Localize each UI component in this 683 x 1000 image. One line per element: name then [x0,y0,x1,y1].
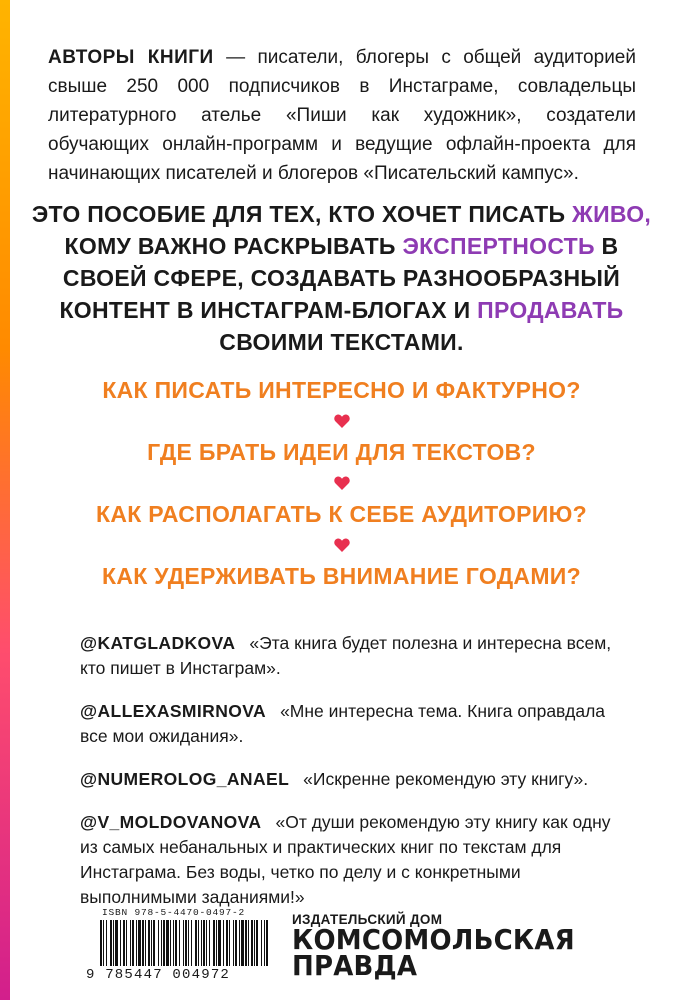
review-handle: @ALLEXASMIRNOVA [80,701,267,721]
barcode-bar [245,920,247,966]
barcode-bar [251,920,253,966]
review-item [80,810,623,910]
barcode-bar [126,920,127,966]
heart-icon [0,406,683,436]
publisher-label: ИЗДАТЕЛЬСКИЙ ДОМ [292,912,443,927]
intro-accent-expertise: ЭКСПЕРТНОСТЬ [402,233,595,259]
barcode-bars [100,920,270,970]
barcode-bar [106,920,107,966]
review-item [80,631,623,681]
isbn-text: ISBN 978-5-4470-0497-2 [102,907,246,918]
review-quote: «От души рекомендую эту книгу как одну из самых небанальных и практических книг по текстам для Инстаграма. Без воды, четко по делу и с конкретными выполнимыми заданиями!» [80,812,611,907]
barcode-bar [241,920,244,966]
barcode-bar [195,920,197,966]
barcode-bar [148,920,150,966]
barcode-bar [233,920,234,966]
authors-label: АВТОРЫ КНИГИ [48,47,214,68]
question-3: КАК РАСПОЛАГАТЬ К СЕБЕ АУДИТОРИЮ? [95,501,587,527]
barcode-bar [158,920,159,966]
barcode-bar [235,920,237,966]
barcode-bar [115,920,118,966]
barcode-bar [239,920,240,966]
barcode-bar [153,920,155,966]
barcode-bar [170,920,171,966]
intro-part-4: СВОИМИ ТЕКСТАМИ. [219,329,464,355]
heart-icon [0,530,683,560]
question-1: КАК ПИСАТЬ ИНТЕРЕСНО И ФАКТУРНО? [102,377,581,403]
barcode-bar [142,920,144,966]
barcode-bar [256,920,258,966]
barcode-bar [216,920,217,966]
authors-bio [48,43,636,188]
barcode-bar [209,920,210,966]
barcode-bar [254,920,255,966]
barcode-bar [145,920,146,966]
barcode-bar [188,920,189,966]
barcode [82,907,282,989]
barcode-bar [218,920,221,966]
barcode-bar [179,920,180,966]
barcode-bar [223,920,224,966]
authors-bio-text: — писатели, блогеры с общей аудиторией свыше 250 000 подписчиков в Инстаграме, совладельцы литературного ателье «Пиши как художник», создатели обучающих онлайн-программ и ведущие офлайн-проекта для начинающих писателей и блогеров «Писательский кампус». [48,47,636,184]
review-item [80,699,623,749]
barcode-bar [261,920,262,966]
barcode-bar [191,920,192,966]
publisher-logo [292,912,575,983]
barcode-bar [229,920,230,966]
barcode-bar [132,920,134,966]
barcode-bar [136,920,137,966]
barcode-bar [183,920,184,966]
barcode-bar [266,920,268,966]
heart-icon [0,468,683,498]
review-handle: @NUMEROLOG_ANAEL [80,769,290,789]
barcode-bar [264,920,265,966]
barcode-bar [248,920,249,966]
review-handle: @V_MOLDOVANOVA [80,812,262,832]
questions-list [0,374,683,592]
barcode-bar [120,920,121,966]
barcode-bar [198,920,199,966]
barcode-bar [151,920,152,966]
barcode-bar [213,920,215,966]
barcode-bar [130,920,131,966]
intro-accent-zhivo: ЖИВО, [571,201,652,227]
barcode-bar [201,920,202,966]
review-handle: @KATGLADKOVA [80,633,236,653]
review-quote: «Мне интересна тема. Книга оправдала все мои ожидания». [80,701,606,746]
question-4: КАК УДЕРЖИВАТЬ ВНИМАНИЕ ГОДАМИ? [102,563,581,589]
intro-part-3: В СВОЕЙ СФЕРЕ, СОЗДАВАТЬ РАЗНООБРАЗНЫЙ КОНТЕНТ В ИНСТАГРАМ-БЛОГАХ И [59,233,621,323]
barcode-bar [103,920,104,966]
review-quote: «Эта книга будет полезна и интересна всем, кто пишет в Инстаграм». [80,633,612,678]
barcode-bar [203,920,205,966]
barcode-bar [113,920,114,966]
barcode-bar [166,920,169,966]
barcode-bar [226,920,228,966]
intro-part-1: ЭТО ПОСОБИЕ ДЛЯ ТЕХ, КТО ХОЧЕТ ПИСАТЬ [31,201,572,227]
intro-accent-sell: ПРОДАВАТЬ [477,297,624,323]
barcode-bar [173,920,174,966]
barcode-bar [185,920,187,966]
barcode-bar [206,920,207,966]
publisher-name-line-1: КОМСОМОЛЬСКАЯ [292,924,575,957]
barcode-bar [175,920,177,966]
review-item [80,767,623,792]
question-2: ГДЕ БРАТЬ ИДЕИ ДЛЯ ТЕКСТОВ? [147,439,536,465]
reviews-list [80,631,623,928]
barcode-bar [100,920,102,966]
intro-statement [30,198,653,358]
review-quote: «Искренне рекомендую эту книгу». [303,769,589,789]
barcode-bar [161,920,162,966]
barcode-number: 9 785447 004972 [86,967,231,983]
intro-part-2: КОМУ ВАЖНО РАСКРЫВАТЬ [64,233,403,259]
barcode-bar [123,920,125,966]
publisher-name-line-2: ПРАВДА [292,950,418,983]
barcode-bar [110,920,112,966]
barcode-bar [163,920,165,966]
barcode-bar [138,920,141,966]
